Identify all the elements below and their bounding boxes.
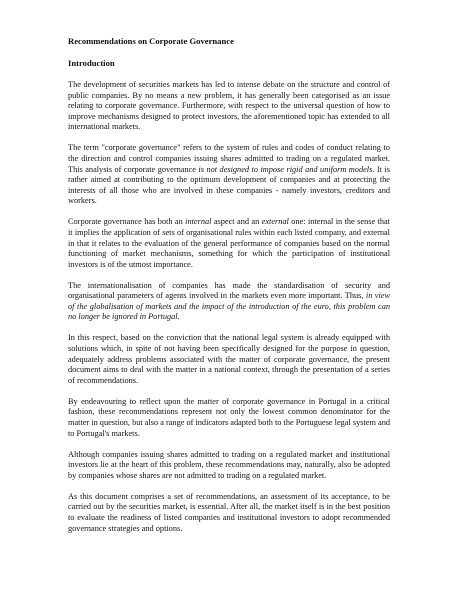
emphasized-text: external bbox=[261, 217, 289, 227]
body-paragraph bbox=[68, 397, 390, 439]
paragraph-text: Although companies issuing shares admitted to trading on a regulated market and institutional investors lie at the heart of this problem, these recommendations may, naturally, also be adopted by companies whose shares are not admitted to trading on a regulated market. bbox=[68, 449, 390, 480]
paragraph-text: As this document comprises a set of recommendations, an assessment of its acceptance, to be carried out by the securities market, is essential. After all, the market itself is in the best position to evaluate the readiness of listed companies and institutional investors to adopt recommended governance strategies and options. bbox=[68, 491, 390, 533]
paragraph-text: The term "corporate governance" refers to the system of rules and codes of conduct relating to the direction and control companies issuing shares admitted to trading on a regulated market. This analysis of corporate governance bbox=[68, 143, 390, 174]
paragraph-text: The internationalisation of companies has made the standardisation of security and organisational parameters of agents involved in the markets even more important. Thus, bbox=[68, 280, 390, 301]
body-paragraph bbox=[68, 281, 390, 323]
body-paragraph bbox=[68, 80, 390, 133]
paragraph-text: Corporate governance has both an bbox=[68, 217, 186, 227]
body-paragraph bbox=[68, 333, 390, 386]
emphasized-text: in view of the globalisation of markets and the impact of the introduction of the euro, this problem can no longer be ignored in Portugal. bbox=[68, 291, 390, 322]
paragraph-text: aspect and an bbox=[211, 217, 262, 227]
paragraph-text: In this respect, based on the conviction that the national legal system is already equipped with solutions which, in spite of not having been specifically designed for the purpose in question, adequately address problems associated with the matter of corporate governance, the present document aims to deal with the matter in a national context, through the presentation of a series of recommendations. bbox=[68, 333, 390, 385]
paragraph-text: It is rather aimed at contributing to the optimum development of companies and at protecting the interests of all those who are involved in these companies - namely investors, creditors and workers. bbox=[68, 164, 390, 206]
document-title: Recommendations on Corporate Governance bbox=[68, 36, 234, 46]
section-heading-introduction: Introduction bbox=[68, 58, 115, 68]
paragraph-text: one: internal in the sense that it implies the application of sets of organisational rules within each listed company, and external in that it relates to the evaluation of the general performance of companies based on the normal functioning of market mechanisms, something for which the participation of institutional investors is of the utmost importance. bbox=[68, 217, 390, 269]
emphasized-text: is not designed to impose rigid and uniform models. bbox=[198, 164, 375, 174]
document-page bbox=[68, 36, 390, 545]
body-paragraph bbox=[68, 450, 390, 482]
emphasized-text: internal bbox=[185, 217, 212, 227]
paragraph-text: By endeavouring to reflect upon the matter of corporate governance in Portugal in a critical fashion, these recommendations represent not only the lowest common denominator for the matter in question, but also a range of indicators adapted both to the Portuguese legal system and to Portugal's markets. bbox=[68, 396, 390, 438]
body-paragraph bbox=[68, 217, 390, 270]
paragraph-text: The development of securities markets has led to intense debate on the structure and control of public companies. By no means a new problem, it has generally been categorised as an issue relating to corporate governance. Furthermore, with respect to the universal question of how to improve mechanisms designed to protect investors, the aforementioned topic has extended to all international markets. bbox=[68, 80, 390, 132]
body-paragraph bbox=[68, 492, 390, 534]
body-paragraph bbox=[68, 143, 390, 207]
document-body bbox=[68, 80, 390, 534]
